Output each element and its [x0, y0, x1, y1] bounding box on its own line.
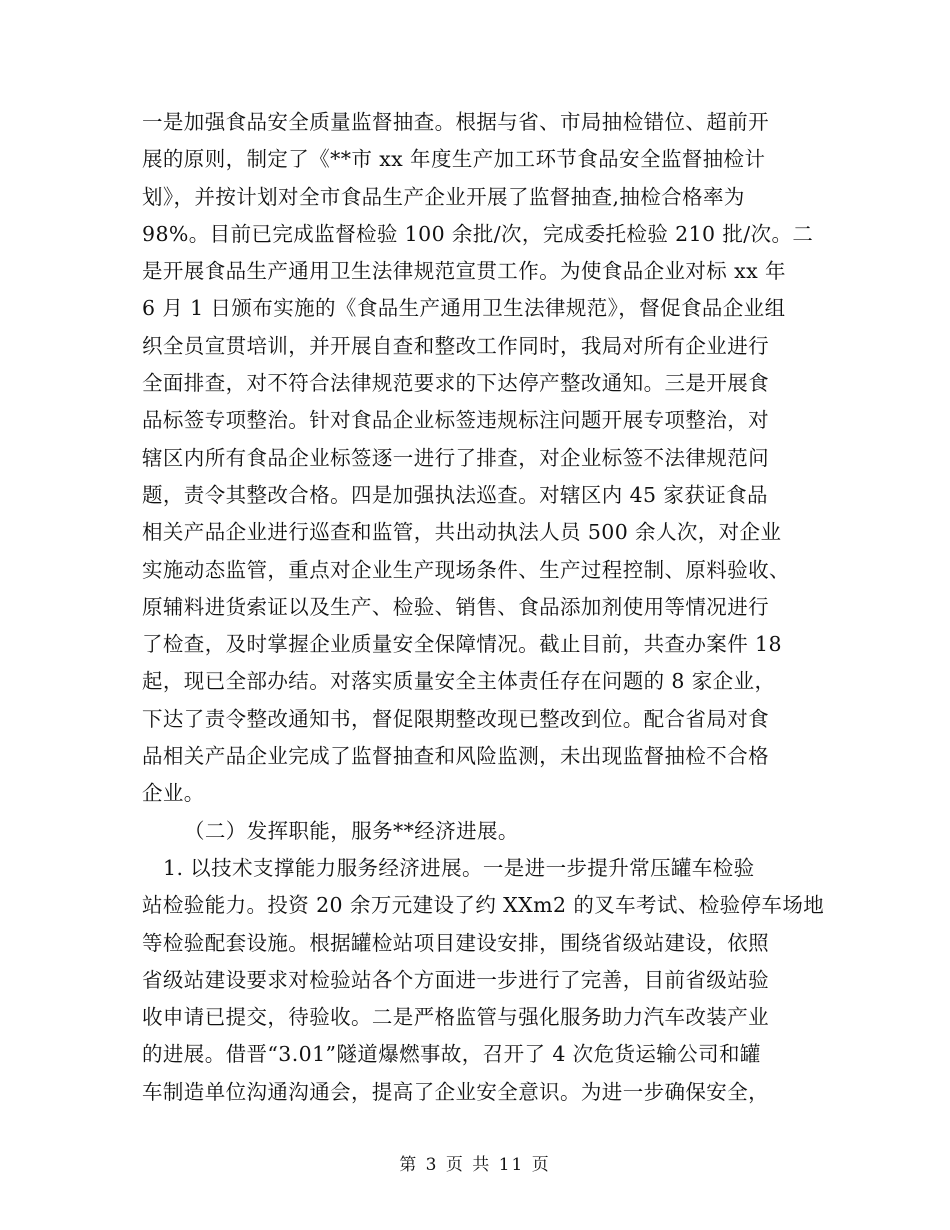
- text-line: 1. 以技术支撑能力服务经济进展。一是进一步提升常压罐车检验: [163, 855, 755, 880]
- text-line: 全面排查，对不符合法律规范要求的下达停产整改通知。三是开展食: [142, 371, 769, 396]
- text-line: 下达了责令整改通知书，督促限期整改现已整改到位。配合省局对食: [142, 706, 769, 731]
- text-line: 品标签专项整治。针对食品企业标签违规标注问题开展专项整治，对: [142, 408, 769, 433]
- text-line: 辖区内所有食品企业标签逐一进行了排查，对企业标签不法律规范问: [142, 445, 769, 470]
- body-text: [142, 104, 825, 1111]
- text-line: 98%。目前已完成监督检验 100 余批/次，完成委托检验 210 批/次。二: [142, 221, 814, 246]
- text-line: 实施动态监管，重点对企业生产现场条件、生产过程控制、原料验收、: [142, 557, 790, 582]
- text-line: 车制造单位沟通沟通会，提高了企业安全意识。为进一步确保安全，: [142, 1079, 769, 1104]
- text-line: 了检查，及时掌握企业质量安全保障情况。截止目前，共查办案件 18: [142, 632, 782, 657]
- text-line: 6 月 1 日颁布实施的《食品生产通用卫生法律规范》，督促食品企业组: [142, 296, 786, 321]
- text-line: 站检验能力。投资 20 余万元建设了约 XXm2 的叉车考试、检验停车场地: [142, 893, 825, 918]
- text-line: 织全员宣贯培训，并开展自查和整改工作同时，我局对所有企业进行: [142, 333, 769, 358]
- text-line: 展的原则，制定了《**市 xx 年度生产加工环节食品安全监督抽检计: [142, 147, 766, 172]
- text-line: 收申请已提交，待验收。二是严格监管与强化服务助力汽车改装产业: [142, 1005, 769, 1030]
- text-line: 相关产品企业进行巡查和监管，共出动执法人员 500 余人次，对企业: [142, 520, 782, 545]
- text-line: 原辅料进货索证以及生产、检验、销售、食品添加剂使用等情况进行: [142, 594, 769, 619]
- text-line: 企业。: [142, 781, 205, 806]
- text-line: 一是加强食品安全质量监督抽查。根据与省、市局抽检错位、超前开: [142, 110, 769, 134]
- text-line: 划》，并按计划对全市食品生产企业开展了监督抽查,抽检合格率为: [142, 184, 745, 209]
- text-line: 等检验配套设施。根据罐检站项目建设安排，围绕省级站建设，依照: [142, 930, 769, 955]
- text-line: 起，现已全部办结。对落实质量安全主体责任存在问题的 8 家企业，: [142, 669, 776, 694]
- text-line: 题，责令其整改合格。四是加强执法巡查。对辖区内 45 家获证食品: [142, 482, 768, 507]
- text-line: 是开展食品生产通用卫生法律规范宣贯工作。为使食品企业对标 xx 年: [142, 259, 786, 284]
- text-line: 品相关产品企业完成了监督抽查和风险监测，未出现监督抽检不合格: [142, 744, 769, 769]
- page-footer: 第 3 页 共 11 页: [399, 1155, 551, 1175]
- section-heading: （二）发挥职能，服务**经济进展。: [184, 818, 519, 843]
- text-line: 的进展。借晋“3.01”隧道爆燃事故，召开了 4 次危货运输公司和罐: [142, 1042, 761, 1067]
- text-line: 省级站建设要求对检验站各个方面进一步进行了完善，目前省级站验: [142, 967, 769, 992]
